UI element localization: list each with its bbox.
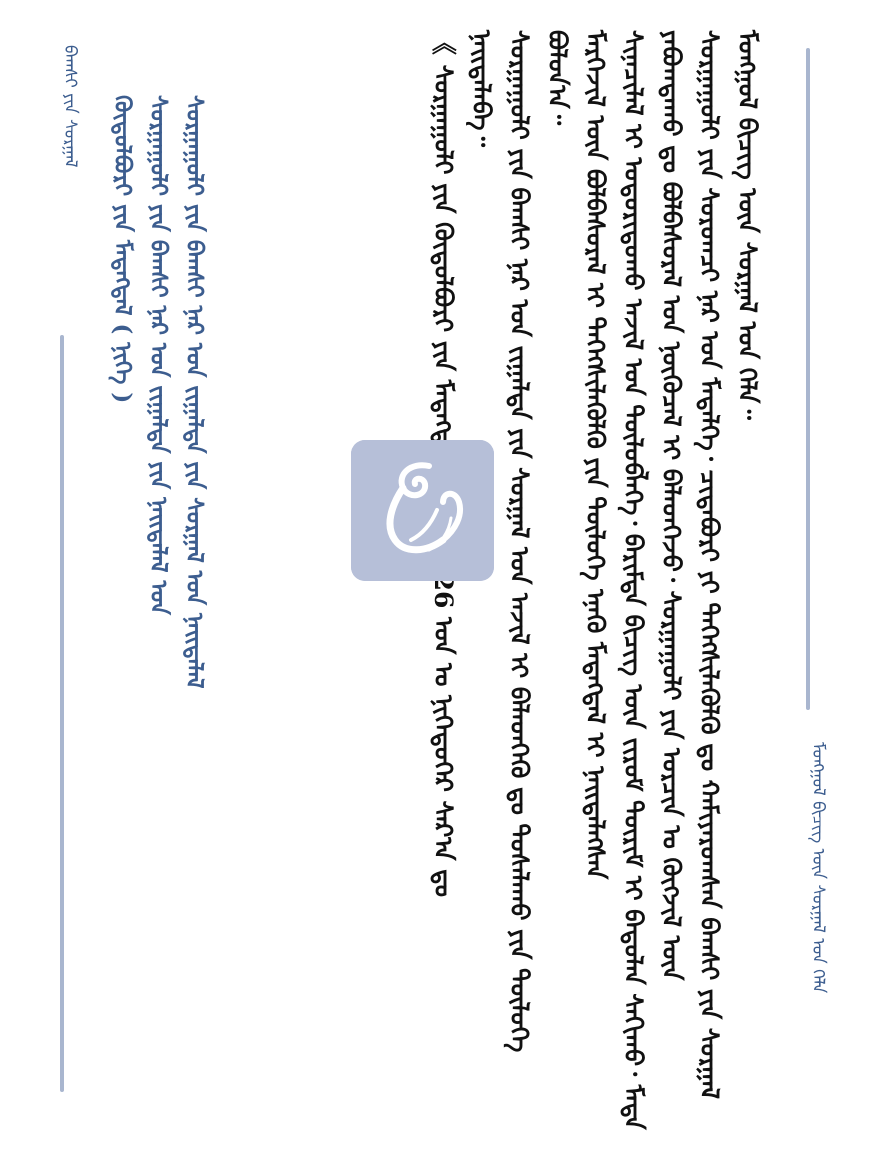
body-line-5: ᠮᠡᠷᠭᠡᠵᠢᠯ ᠦᠨ ᠪᠣᠯᠪᠠᠰᠤᠷᠠᠯ ᠢ ᠳᠡᠭᠡᠭᠰᠢᠯᠡᠭᠦᠯᠬᠦ ᠶᠢᠨ ᠲᠥᠯᠥᠭᠡ ᠡᠨᠡᠬᠦ ᠮᠡᠳᠡᠭᠳᠡᠯ ᠢ ᠨᠡᠢᠲᠡᠯᠡᠭᠰᠡᠨ [581, 30, 610, 880]
swan-logo-icon [351, 440, 494, 581]
body-line-8: ᠨᠡᠢᠲᠡᠯᠡᠪᠡ᠃ [467, 30, 496, 147]
left-vertical-rule [60, 335, 64, 1092]
signature-line-3: ᠬᠥᠲᠥᠯᠪᠦᠷᠢ ᠶᠢᠨ ᠮᠡᠳᠡᠭᠳᠡᠯ ( ᠨᠢᠭᠡ ) [109, 95, 136, 404]
side-note: ᠪᠠᠭᠰᠢ ᠶᠢᠨ ᠰᠤᠷᠭᠠᠯ [60, 45, 80, 168]
body-line-7: ᠰᠤᠷᠭᠠᠭᠤᠯᠢ ᠶᠢᠨ ᠪᠠᠭᠰᠢ ᠨᠠᠷ ᠤᠨ ᠵᠢᠭᠠᠯᠲᠠ ᠶᠢᠨ ᠰᠤᠷᠭᠠᠯ ᠤᠨ ᠠᠵᠢᠯ ᠢ ᠪᠡᠯᠡᠳᠬᠡᠬᠦ ᠳᠤ ᠲᠤᠰᠠᠯᠠᠬᠤ ᠶᠢᠨ ᠲᠥᠯᠥᠭᠡ [505, 30, 534, 1053]
right-vertical-rule [806, 48, 810, 710]
body-line-4: ᠰᠢᠨᠡᠴᠢᠯᠡᠯ ᠢ ᠤᠳᠤᠷᠢᠳᠤᠬᠤ ᠠᠵᠢᠯ ᠤᠨ ᠲᠥᠯᠥᠪᠯᠡᠭᠡ᠂ ᠪᠠᠷᠢᠮᠲᠠ ᠪᠢᠴᠢᠭ᠌ ᠦᠨ ᠵᠢᠷᠤᠮ ᠳᠦᠷᠢᠮ ᠢ ᠪᠠᠲᠤᠯᠠᠨ ᠰᠠᠬᠢᠬᠤ᠂ ᠮᠡᠳᠡ [619, 30, 648, 1130]
body-line-1: ᠮᠣᠩᠭᠣᠯ ᠪᠢᠴᠢᠭ᠌ ᠦᠨ ᠰᠤᠷᠭᠠᠯ ᠤᠨ ᠬᠡᠯᠡ᠃ [733, 30, 762, 420]
running-title: ᠮᠣᠩᠭᠣᠯ ᠪᠢᠴᠢᠭ᠌ ᠦᠨ ᠰᠤᠷᠭᠠᠯ ᠤᠨ ᠬᠡᠯᠡ [808, 742, 828, 994]
body-line-2: ᠰᠤᠷᠭᠠᠭᠤᠯᠢ ᠶᠢᠨ ᠰᠤᠷᠤᠭᠴᠢ ᠨᠠᠷ ᠤᠨ ᠮᠡᠳᠡᠯᠭᠡ᠂ ᠴᠢᠳᠠᠪᠤᠷᠢ ᠶᠢ ᠳᠡᠭᠡᠭᠰᠢᠯᠡᠭᠦᠯᠬᠦ ᠳᠤ ᠬᠠᠮᠢᠶᠠᠷᠤᠭᠰᠠᠨ ᠪᠠᠭᠰᠢ ᠶᠢᠨ ᠰᠤᠷᠭᠠᠯ [695, 30, 724, 1100]
body-line-3: ᠶᠠᠪᠤᠭᠳᠠᠬᠤ ᠳᠤ ᠪᠣᠯᠪᠠᠰᠤᠷᠠᠯ ᠤᠨ ᠨᠥᠬᠦᠴᠡᠯ ᠢ ᠪᠡᠯᠡᠳᠬᠡᠵᠦ᠂ ᠰᠤᠷᠭᠠᠭᠤᠯᠢ ᠶᠢᠨ ᠤᠷᠴᠢᠨ ᠤ ᠬᠥᠭᠵᠢᠯ ᠦᠨ [657, 30, 686, 981]
signature-line-1: ᠰᠤᠷᠭᠠᠭᠤᠯᠢ ᠶᠢᠨ ᠪᠠᠭᠰᠢ ᠨᠠᠷ ᠤᠨ ᠵᠢᠭᠠᠯᠲᠠ ᠶᠢᠨ ᠰᠤᠷᠭᠠᠯ ᠤᠨ ᠨᠡᠢᠲᠡᠯᠡᠯ [181, 95, 208, 689]
body-line-6: ᠪᠣᠯᠤᠨ᠎ᠠ᠃ [543, 30, 572, 126]
signature-line-2: ᠰᠤᠷᠭᠠᠭᠤᠯᠢ ᠶᠢᠨ ᠪᠠᠭᠰᠢ ᠨᠠᠷ ᠤᠨ ᠵᠢᠭᠠᠯᠲᠠ ᠶᠢᠨ ᠨᠡᠢᠲᠡᠯᠡᠯ ᠤᠨ [145, 95, 172, 615]
